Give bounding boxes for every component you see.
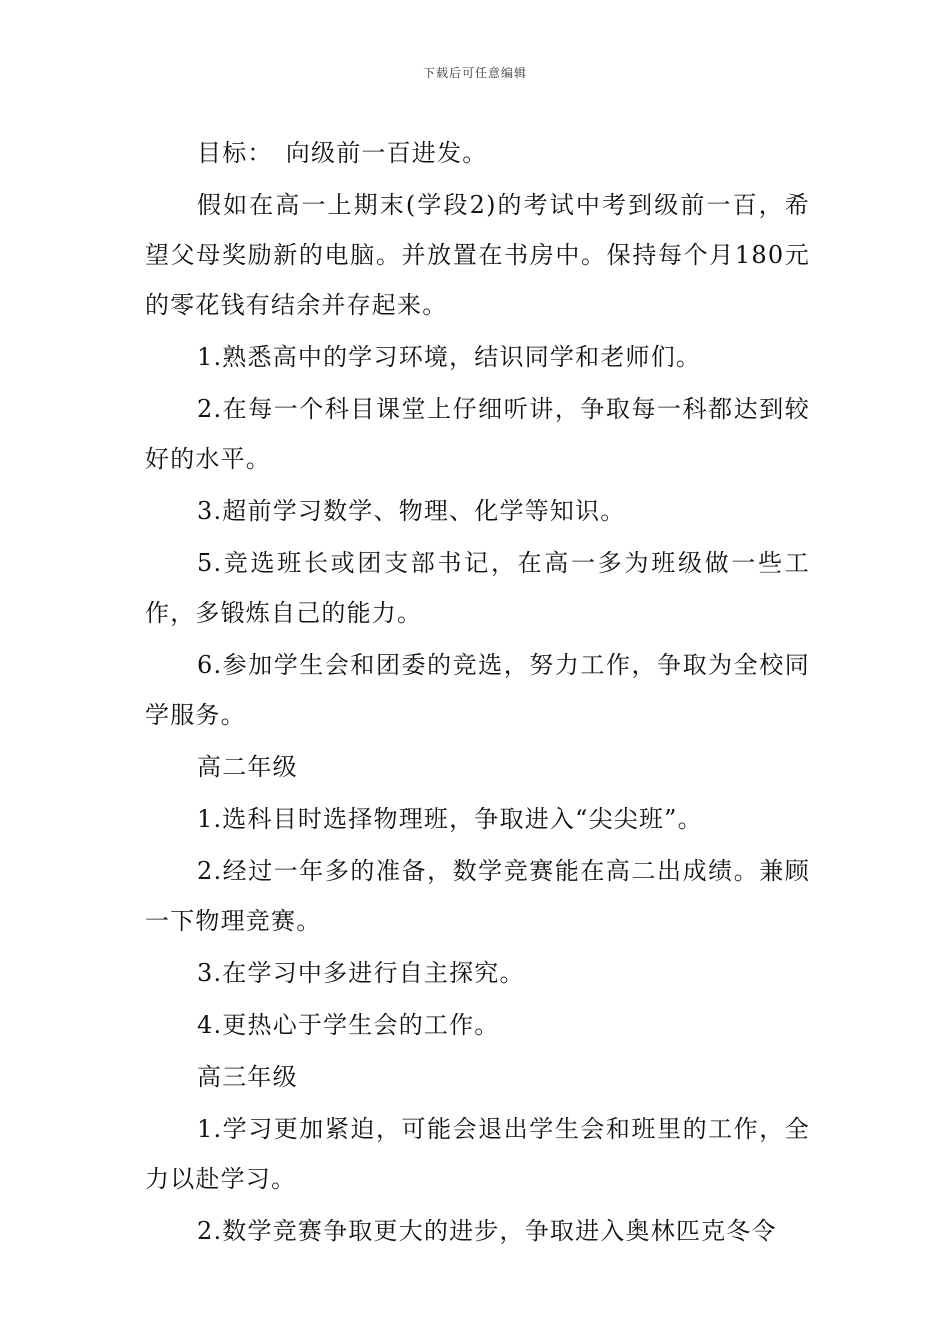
list-item: 2.数学竞赛争取更大的进步，争取进入奥林匹克冬令 (197, 1217, 777, 1245)
list-item: 2.在每一个科目课堂上仔细听讲，争取每一科都达到较好的水平。 (145, 395, 810, 473)
list-item: 3.超前学习数学、物理、化学等知识。 (197, 497, 626, 525)
header-note: 下载后可任意编辑 (422, 66, 527, 80)
list-item: 1.选科目时选择物理班，争取进入“尖尖班”。 (197, 805, 703, 833)
list-item: 5.竞选班长或团支部书记，在高一多为班级做一些工作，多锻炼自己的能力。 (145, 549, 810, 627)
goal-paragraph: 目标： 向级前一百进发。 (197, 139, 488, 167)
list-item: 2.经过一年多的准备，数学竞赛能在高二出成绩。兼顾一下物理竞赛。 (145, 857, 810, 935)
list-item: 1.熟悉高中的学习环境，结识同学和老师们。 (197, 343, 702, 371)
section-heading: 高二年级 (197, 753, 298, 781)
list-item: 6.参加学生会和团委的竞选，努力工作，争取为全校同学服务。 (145, 651, 810, 729)
reward-paragraph: 假如在高一上期末(学段2)的考试中考到级前一百，希望父母奖励新的电脑。并放置在书房中。保持每个月180元的零花钱有结余并存起来。 (145, 191, 810, 319)
list-item: 4.更热心于学生会的工作。 (197, 1011, 500, 1039)
list-item: 3.在学习中多进行自主探究。 (197, 959, 525, 987)
document-body (145, 128, 810, 1258)
list-item: 1.学习更加紧迫，可能会退出学生会和班里的工作，全力以赴学习。 (145, 1115, 810, 1193)
section-heading: 高三年级 (197, 1063, 298, 1091)
